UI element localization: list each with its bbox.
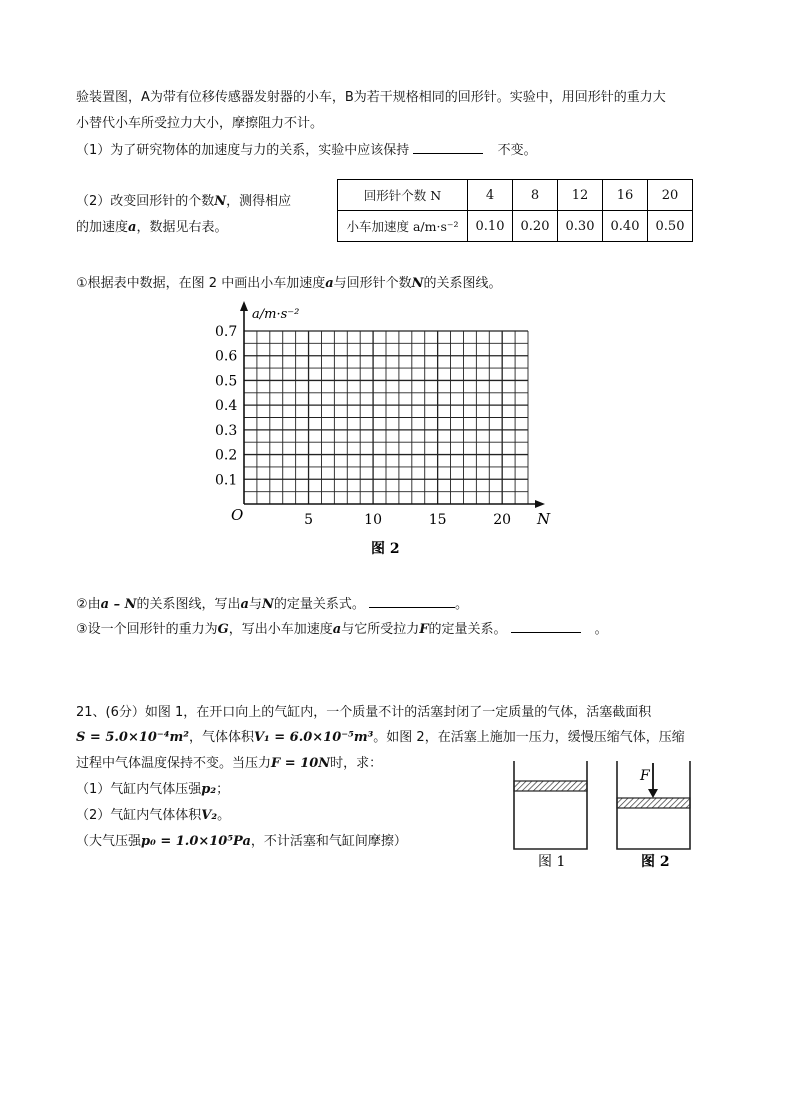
- table-cell: 0.10: [468, 211, 513, 242]
- expr-a-N: a – N: [100, 597, 137, 612]
- p21-q1-end: ；: [216, 782, 230, 797]
- y-tick-label: 0.3: [215, 422, 238, 439]
- question-1: [76, 139, 537, 158]
- p21-q2-text: （2）气缸内气体体积: [76, 808, 202, 823]
- p21-q1-text: （1）气缸内气体压强: [76, 782, 202, 797]
- volume-equation: V₁ = 6.0×10⁻⁵m³: [253, 730, 374, 745]
- intro-line-1: 验装置图，A为带有位移传感器发射器的小车，B为若干规格相同的回形针。实验中，用回形针的重力大: [76, 90, 666, 105]
- atmospheric-pressure-equation: p₀ = 1.0×10⁵Pa: [141, 834, 251, 849]
- y-tick-label: 0.6: [215, 348, 238, 365]
- sub-3-end: 。: [594, 622, 608, 637]
- sub-2-text-d: 的定量关系式。: [273, 597, 365, 612]
- y-tick-label: 0.5: [215, 373, 238, 390]
- var-N: N: [411, 276, 424, 291]
- sub-2-end: 。: [455, 597, 469, 612]
- question-2-text-a: （2）改变回形针的个数: [76, 194, 215, 209]
- problem-21-note: [76, 830, 407, 849]
- table-cell: 0.40: [603, 211, 648, 242]
- table-header-a: 小车加速度 a/m·s⁻²: [338, 211, 468, 242]
- var-a: a: [128, 220, 137, 235]
- var-N: N: [261, 597, 274, 612]
- force-label: F: [640, 768, 650, 784]
- y-tick-label: 0.7: [215, 324, 238, 340]
- tick-labels: [215, 324, 511, 528]
- answer-blank-1[interactable]: [413, 139, 483, 154]
- question-2-line-2: [76, 216, 227, 235]
- problem-21-text-c: 过程中气体温度保持不变。当压力: [76, 756, 272, 771]
- problem-21-text-mid: ，气体体积: [188, 730, 254, 745]
- y-tick-label: 0.2: [215, 447, 238, 464]
- table-header-n: 回形针个数 N: [338, 180, 468, 211]
- intro-line-2: 小替代小车所受拉力大小，摩擦阻力不计。: [76, 116, 324, 131]
- question-2-text-b: ，测得相应: [226, 194, 292, 209]
- sub-1-text-b: 与回形针个数: [333, 276, 412, 291]
- table-row: [338, 211, 693, 242]
- problem-21-text-rest: 。如图 2，在活塞上施加一压力，缓慢压缩气体，压缩: [373, 730, 685, 745]
- sub-question-2: [76, 593, 468, 612]
- var-F: F: [419, 622, 429, 637]
- x-tick-label: 20: [493, 512, 512, 528]
- note-text-b: ，不计活塞和气缸间摩擦）: [250, 834, 407, 849]
- question-1-tail: 不变。: [497, 143, 537, 158]
- answer-blank-3[interactable]: [511, 618, 581, 633]
- table-cell: 0.30: [558, 211, 603, 242]
- cylinder-figure-1: [514, 761, 587, 870]
- problem-21-question-1: [76, 778, 229, 797]
- x-tick-label: 5: [304, 512, 314, 528]
- figure-caption: 图 2: [371, 541, 400, 557]
- figure-2-caption: 图 2: [641, 854, 670, 870]
- origin-label: O: [231, 506, 244, 524]
- y-axis-label: a/m·s⁻²: [252, 307, 300, 322]
- sub-3-text-c: 与它所受拉力: [341, 622, 420, 637]
- piston-2: [617, 798, 690, 808]
- question-2-text-d: ，数据见右表。: [136, 220, 228, 235]
- sub-3-text-b: ，写出小车加速度: [228, 622, 333, 637]
- table-cell: 12: [558, 180, 603, 211]
- table-cell: 8: [513, 180, 558, 211]
- figure-1-caption: 图 1: [538, 854, 566, 870]
- var-N: N: [214, 194, 227, 209]
- sub-2-text-a: ②由: [76, 597, 101, 612]
- table-cell: 20: [648, 180, 693, 211]
- x-axis-arrow: [535, 500, 545, 508]
- table-cell: 4: [468, 180, 513, 211]
- problem-21-line-2: [76, 726, 685, 745]
- cylinder-figure-2: [617, 761, 690, 870]
- table-row: [338, 180, 693, 211]
- grid-lines: [244, 331, 528, 504]
- problem-21-text-d: 时，求：: [330, 756, 383, 771]
- data-table: [337, 179, 693, 242]
- var-G: G: [217, 622, 229, 637]
- sub-3-text-a: ③设一个回形针的重力为: [76, 622, 218, 637]
- piston-1: [514, 781, 587, 791]
- sub-1-text-c: 的关系图线。: [423, 276, 502, 291]
- question-1-text: （1）为了研究物体的加速度与力的关系，实验中应该保持: [76, 143, 410, 158]
- graph-grid-figure[interactable]: [200, 296, 570, 566]
- x-tick-label: 10: [364, 512, 383, 528]
- var-a: a: [240, 597, 249, 612]
- problem-21-line-1: 21、(6分）如图 1，在开口向上的气缸内，一个质量不计的活塞封闭了一定质量的气体，活塞截面积: [76, 705, 652, 720]
- var-a: a: [332, 622, 342, 637]
- sub-question-3: [76, 618, 608, 637]
- y-tick-label: 0.1: [215, 472, 238, 489]
- table-cell: 16: [603, 180, 648, 211]
- sub-3-text-d: 的定量关系。: [428, 622, 507, 637]
- p21-q2-end: 。: [217, 808, 231, 823]
- force-arrow-head: [648, 789, 658, 798]
- y-tick-label: 0.4: [215, 398, 238, 415]
- note-text-a: （大气压强: [76, 834, 142, 849]
- question-2-text-c: 的加速度: [76, 220, 129, 235]
- y-axis-arrow: [240, 301, 248, 311]
- x-axis-label: N: [537, 510, 551, 528]
- var-V2: V₂: [201, 808, 218, 823]
- sub-2-text-b: 的关系图线，写出: [136, 597, 241, 612]
- cylinder-figures: [505, 755, 705, 875]
- problem-21-line-3: [76, 752, 382, 771]
- sub-1-text-a: ①根据表中数据，在图 2 中画出小车加速度: [76, 276, 326, 291]
- sub-2-text-c: 与: [248, 597, 262, 612]
- question-2-line-1: [76, 190, 291, 209]
- answer-blank-2[interactable]: [369, 593, 455, 608]
- var-a: a: [325, 276, 334, 291]
- table-cell: 0.20: [513, 211, 558, 242]
- force-equation: F = 10N: [271, 756, 331, 771]
- x-tick-label: 15: [428, 512, 447, 528]
- var-p2: p₂: [201, 782, 217, 797]
- problem-21-question-2: [76, 804, 230, 823]
- table-cell: 0.50: [648, 211, 693, 242]
- area-equation: S = 5.0×10⁻⁴m²: [76, 730, 189, 745]
- sub-question-1: [76, 272, 502, 291]
